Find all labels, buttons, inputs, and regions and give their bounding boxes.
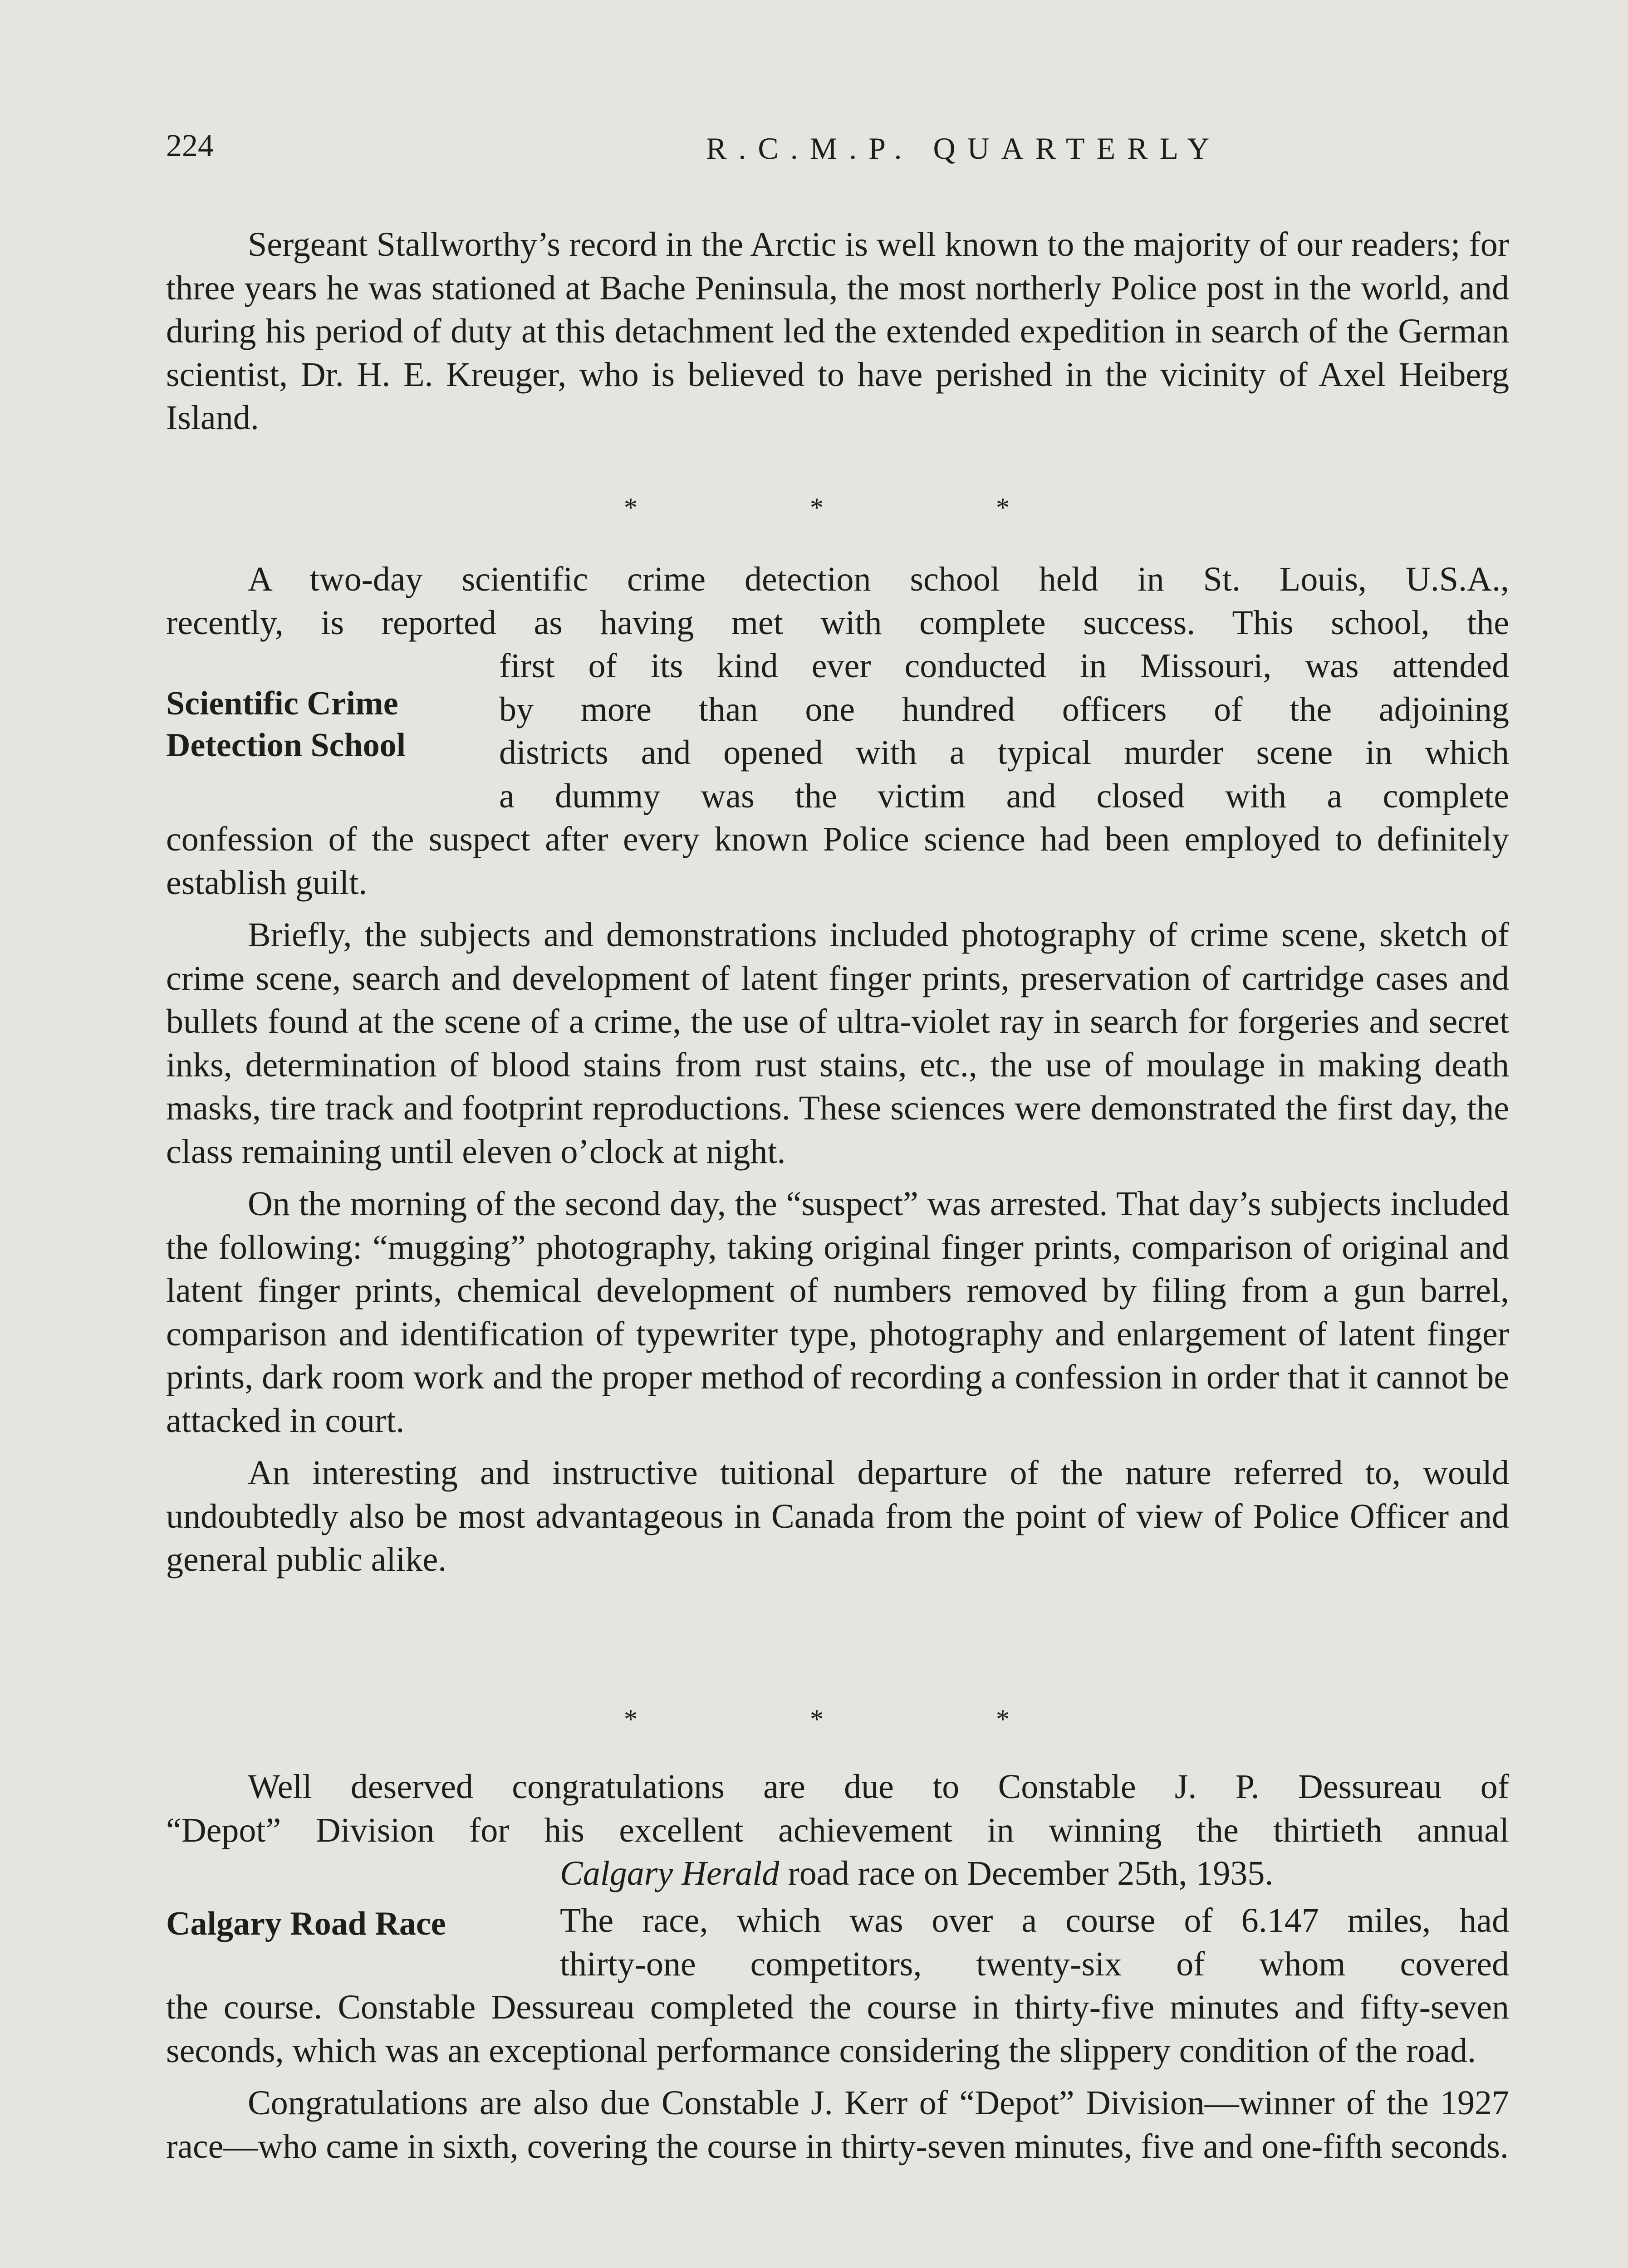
stallworthy-article <box>166 223 1509 440</box>
inset-line: thirty-one competitors, twenty-six of whom covered <box>560 1945 1509 1983</box>
separator-star: * <box>624 493 637 523</box>
inset-line: The race, which was over a course of 6.147 miles, had <box>560 1901 1509 1940</box>
separator-star: * <box>624 1704 637 1734</box>
detection-school-inset <box>499 645 1509 818</box>
page-header <box>166 128 1509 173</box>
inset-line: Calgary Herald road race on December 25th, 1935. <box>560 1854 1274 1892</box>
separator-star: * <box>810 1704 824 1734</box>
road-race-inset-first <box>560 1852 1509 1896</box>
stallworthy-paragraph: Sergeant Stallworthy’s record in the Arctic is well known to the majority of our readers; for three years he was stationed at Bache Peninsula, the most northerly Police post in the world, and during his period of duty at this detachment led the extended expedition in search of the German scientist, Dr. H. E. Kreuger, who is believed to have perished in the vicinity of Axel Heiberg Island. <box>166 225 1509 437</box>
inset-line: by more than one hundred officers of the adjoining <box>499 690 1509 728</box>
intro-line: A two-day scientific crime detection school held in St. Louis, U.S.A., <box>248 560 1509 598</box>
kerr-paragraph: Congratulations are also due Constable J. Kerr of “Depot” Division—winner of the 1927 race—who came in sixth, covering the course in thirty-seven minutes, five and one-fifth seconds. <box>166 2084 1509 2165</box>
inset-line: a dummy was the victim and closed with a complete <box>499 777 1509 815</box>
intro-line: recently, is reported as having met with complete success. This school, the <box>166 603 1509 642</box>
conclusion-paragraph: An interesting and instructive tuitional departure of the nature referred to, would undoubtedly also be most advantageous in Canada from the point of view of Police Officer and general public alike. <box>166 1454 1509 1579</box>
detection-school-intro <box>166 558 1509 645</box>
separator-star: * <box>996 493 1010 523</box>
running-title: R.C.M.P. QUARTERLY <box>706 131 1221 166</box>
separator-star: * <box>996 1704 1010 1734</box>
side-heading-calgary-road-race: Calgary Road Race <box>166 1905 446 1942</box>
section-separator-1 <box>617 492 1016 528</box>
separator-star: * <box>810 493 824 523</box>
continuation-paragraph: confession of the suspect after every known Police science had been employed to definitely establish guilt. <box>166 820 1509 902</box>
subjects-paragraph: Briefly, the subjects and demonstrations included photography of crime scene, sketch of crime scene, search and development of latent finger prints, preservation of cartridge cases and bullets found at the scene of a crime, the use of ultra-violet ray in search for forgeries and secret inks, determination of blood stains from rust stains, etc., the use of moulage in making death masks, tire track and footprint reproductions. These sciences were demonstrated the first day, the class remaining until eleven o’clock at night. <box>166 916 1509 1171</box>
side-heading-scientific-crime: Scientific Crime Detection School <box>166 685 406 764</box>
road-race-body <box>166 1986 1509 2168</box>
inset-line: districts and opened with a typical murder scene in which <box>499 733 1509 772</box>
road-race-intro <box>166 1765 1509 1852</box>
inset-line: first of its kind ever conducted in Missouri, was attended <box>499 647 1509 685</box>
intro-line: “Depot” Division for his excellent achievement in winning the thirtieth annual <box>166 1811 1509 1849</box>
continuation-paragraph: the course. Constable Dessureau completed the course in thirty-five minutes and fifty-seven seconds, which was an exceptional performance considering the slippery condition of the road. <box>166 1988 1509 2070</box>
intro-line: Well deserved congratulations are due to Constable J. P. Dessureau of <box>248 1768 1509 1806</box>
newspaper-title: Calgary Herald <box>560 1854 780 1892</box>
second-day-paragraph: On the morning of the second day, the “suspect” was arrested. That day’s subjects included the following: “mugging” photography, taking original finger prints, comparison of original and latent finger prints, chemical development of numbers removed by filing from a gun barrel, comparison and identification of typewriter type, photography and enlargement of latent finger prints, dark room work and the proper method of recording a confession in order that it cannot be attacked in court. <box>166 1185 1509 1440</box>
page-number: 224 <box>166 128 214 163</box>
section-separator-2 <box>617 1704 1016 1740</box>
road-race-inset <box>560 1899 1509 1986</box>
detection-school-body <box>166 818 1509 1582</box>
